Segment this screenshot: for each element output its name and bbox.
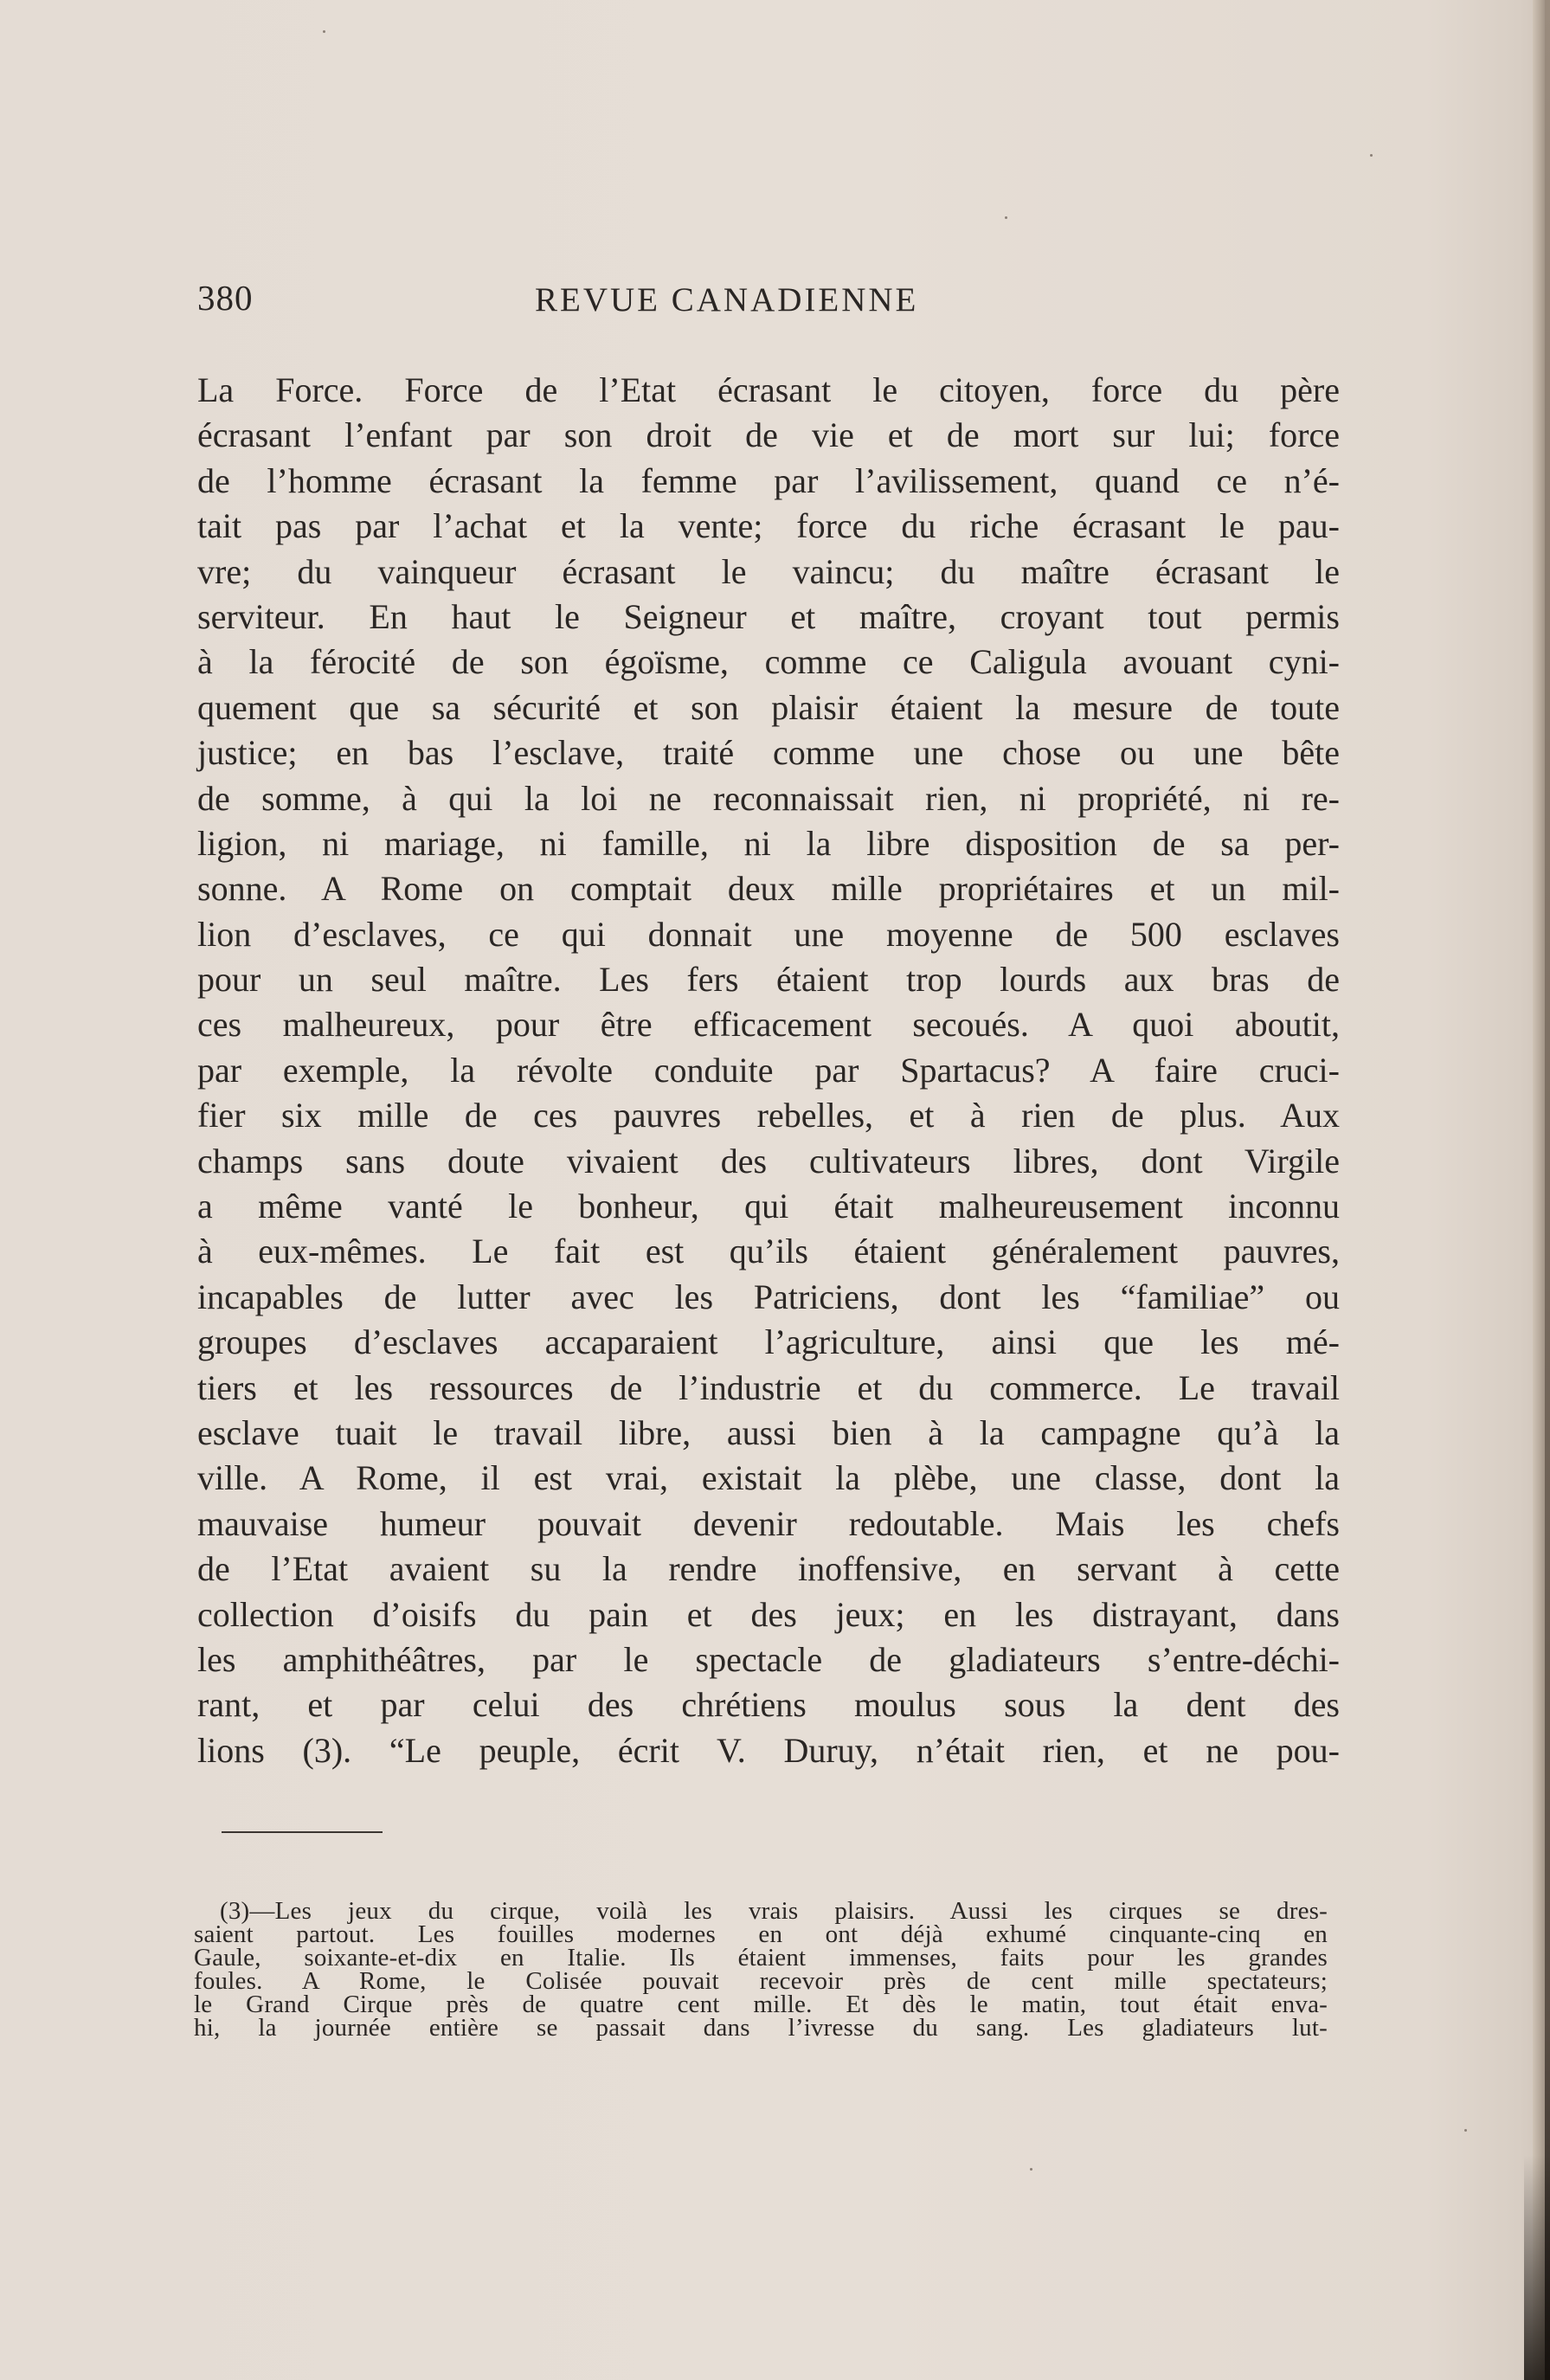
paper-speck: [1030, 2168, 1032, 2171]
body-line: tiers et les ressources de l’industrie et du commerce. Le travail: [197, 1367, 1340, 1407]
body-line: champs sans doute vivaient des cultivateurs libres, dont Virgile: [197, 1141, 1340, 1180]
paper-speck: [1464, 2129, 1467, 2132]
body-line: collection d’oisifs du pain et des jeux; en les distrayant, dans: [197, 1594, 1340, 1634]
body-line: justice; en bas l’esclave, traité comme une chose ou une bête: [197, 733, 1340, 773]
body-line: rant, et par celui des chrétiens moulus sous la dent des: [197, 1685, 1340, 1725]
body-line: ligion, ni mariage, ni famille, ni la libre disposition de sa per-: [197, 823, 1340, 863]
running-title: REVUE CANADIENNE: [535, 281, 919, 318]
footnotes: [194, 1897, 1328, 2042]
footnote-separator: [222, 1831, 383, 1833]
body-line: pour un seul maître. Les fers étaient trop lourds aux bras de: [197, 960, 1340, 1000]
body-line: écrasant l’enfant par son droit de vie et de mort sur lui; force: [197, 415, 1340, 455]
page-header: [197, 277, 1011, 329]
body-line: à la férocité de son égoïsme, comme ce Caligula avouant cyni-: [197, 642, 1340, 682]
footnote-line: saient partout. Les fouilles modernes en ont déjà exhumé cinquante-cinq en: [194, 1920, 1328, 1948]
body-line: de somme, à qui la loi ne reconnaissait rien, ni propriété, ni re-: [197, 778, 1340, 818]
body-line: groupes d’esclaves accaparaient l’agriculture, ainsi que les mé-: [197, 1322, 1340, 1362]
body-line: à eux-mêmes. Le fait est qu’ils étaient généralement pauvres,: [197, 1232, 1340, 1271]
body-line: incapables de lutter avec les Patriciens, dont les “familiae” ou: [197, 1277, 1340, 1316]
footnote-line: Gaule, soixante-et-dix en Italie. Ils étaient immenses, faits pour les grandes: [194, 1944, 1328, 1972]
body-line: esclave tuait le travail libre, aussi bien à la campagne qu’à la: [197, 1412, 1340, 1452]
body-line: quement que sa sécurité et son plaisir étaient la mesure de toute: [197, 687, 1340, 727]
footnote-line: (3)—Les jeux du cirque, voilà les vrais plaisirs. Aussi les cirques se dres-: [220, 1897, 1328, 1925]
body-line: vre; du vainqueur écrasant le vaincu; du maître écrasant le: [197, 551, 1340, 591]
body-line: les amphithéâtres, par le spectacle de gladiateurs s’entre-déchi-: [197, 1639, 1340, 1679]
body-line: tait pas par l’achat et la vente; force du riche écrasant le pau-: [197, 506, 1340, 546]
page-number: 380: [197, 278, 254, 318]
paper-speck: [323, 30, 325, 33]
footnote-line: foules. A Rome, le Colisée pouvait recevoir près de cent mille spectateurs;: [194, 1967, 1328, 1995]
body-line: de l’Etat avaient su la rendre inoffensive, en servant à cette: [197, 1549, 1340, 1589]
body-line: La Force. Force de l’Etat écrasant le citoyen, force du père: [197, 370, 1340, 409]
binding-shadow: [1545, 0, 1550, 2380]
page-right-edge: [1533, 0, 1550, 2380]
body-line: a même vanté le bonheur, qui était malheureusement inconnu: [197, 1187, 1340, 1226]
body-line: sonne. A Rome on comptait deux mille propriétaires et un mil-: [197, 869, 1340, 909]
body-text: [197, 368, 1340, 1773]
body-line: lion d’esclaves, ce qui donnait une moyenne de 500 esclaves: [197, 914, 1340, 954]
body-line: lions (3). “Le peuple, écrit V. Duruy, n’était rien, et ne pou-: [197, 1730, 1340, 1770]
body-line: ces malheureux, pour être efficacement secoués. A quoi aboutit,: [197, 1005, 1340, 1045]
paper-speck: [1005, 216, 1007, 219]
footnote-line: le Grand Cirque près de quatre cent mille. Et dès le matin, tout était enva-: [194, 1991, 1328, 2018]
body-line: fier six mille de ces pauvres rebelles, et à rien de plus. Aux: [197, 1096, 1340, 1135]
body-line: de l’homme écrasant la femme par l’avilissement, quand ce n’é-: [197, 460, 1340, 500]
paper-speck: [1370, 154, 1373, 157]
footnote-line: hi, la journée entière se passait dans l’ivresse du sang. Les gladiateurs lut-: [194, 2014, 1328, 2042]
body-line: par exemple, la révolte conduite par Spartacus? A faire cruci-: [197, 1050, 1340, 1090]
body-line: mauvaise humeur pouvait devenir redoutable. Mais les chefs: [197, 1503, 1340, 1543]
corner-shadow: [1524, 2155, 1550, 2380]
body-line: ville. A Rome, il est vrai, existait la plèbe, une classe, dont la: [197, 1458, 1340, 1498]
body-line: serviteur. En haut le Seigneur et maître, croyant tout permis: [197, 596, 1340, 636]
